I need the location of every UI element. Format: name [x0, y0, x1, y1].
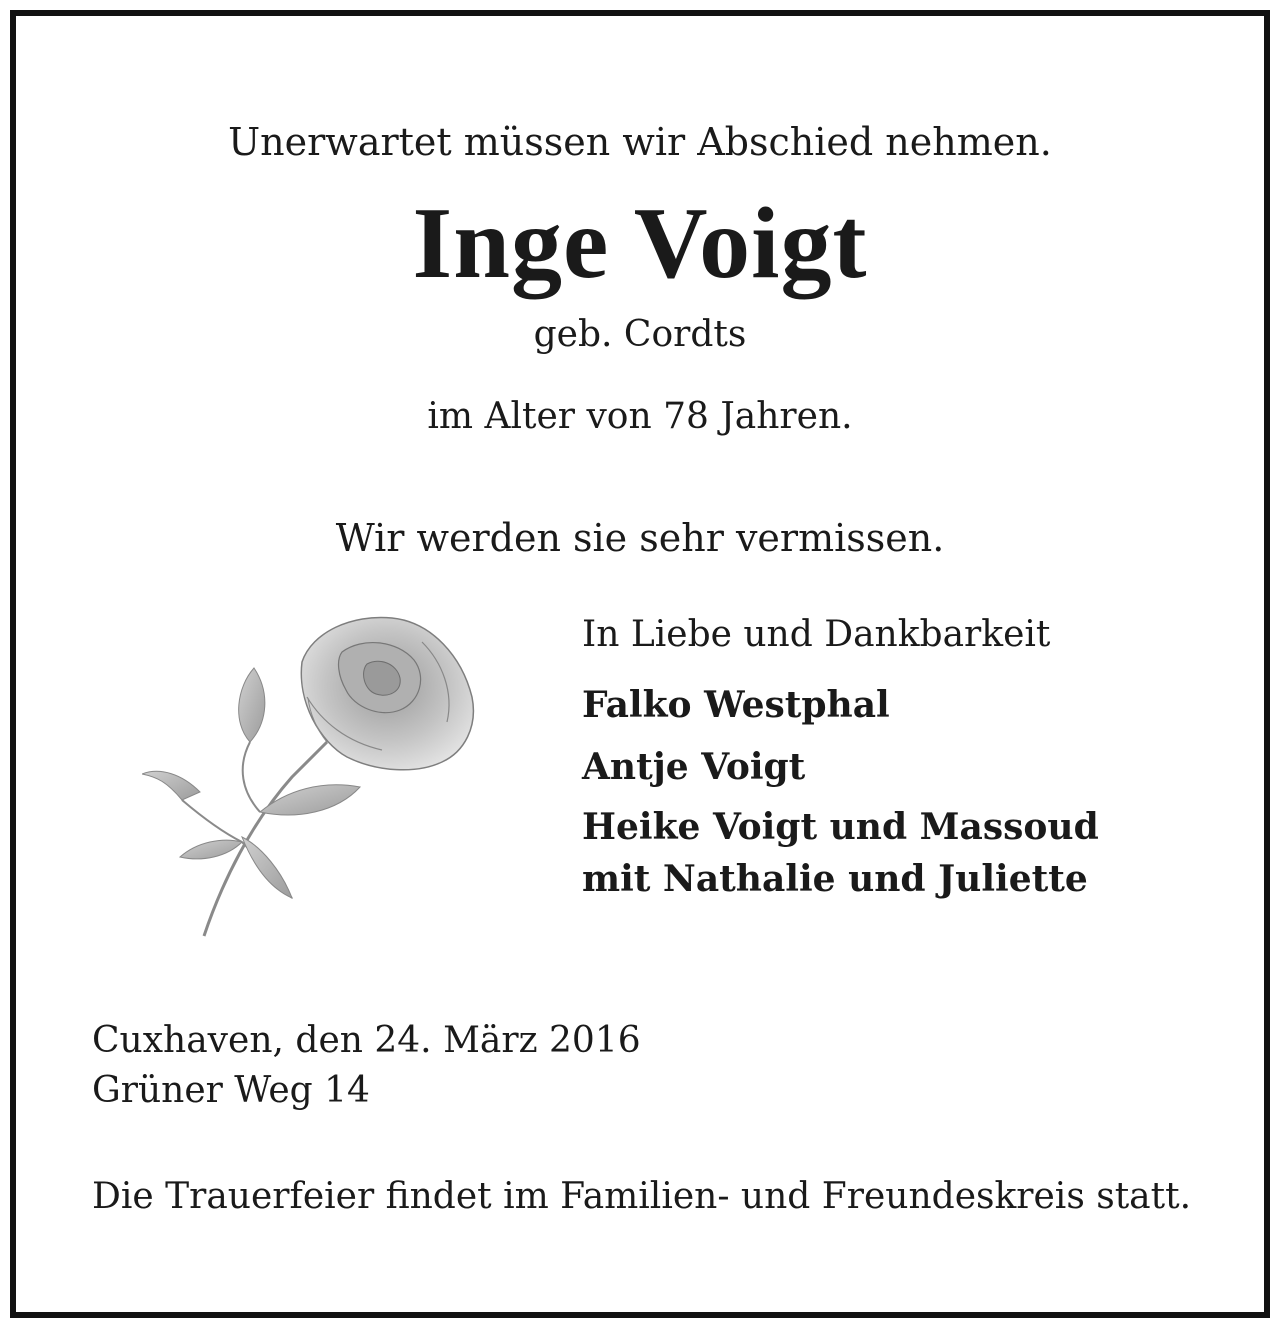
- missing-line: Wir werden sie sehr vermissen.: [335, 516, 945, 560]
- thanks-line: In Liebe und Dankbarkeit: [582, 614, 1051, 655]
- place-date: Cuxhaven, den 24. März 2016: [92, 1020, 641, 1061]
- intro-line: Unerwartet müssen wir Abschied nehmen.: [228, 120, 1052, 164]
- mourner-name: mit Nathalie und Juliette: [582, 858, 1088, 900]
- mourner-name: Heike Voigt und Massoud: [582, 806, 1099, 848]
- age-line: im Alter von 78 Jahren.: [427, 396, 853, 437]
- mourner-name: Antje Voigt: [582, 746, 806, 788]
- deceased-name: Inge Voigt: [412, 187, 868, 300]
- ceremony-note: Die Trauerfeier findet im Familien- und Freundeskreis statt.: [92, 1176, 1192, 1217]
- birth-name: geb. Cordts: [533, 314, 747, 355]
- rose-illustration-icon: [142, 602, 482, 942]
- mourner-name: Falko Westphal: [582, 684, 890, 726]
- obituary-frame: [10, 10, 1270, 1318]
- address: Grüner Weg 14: [92, 1070, 370, 1111]
